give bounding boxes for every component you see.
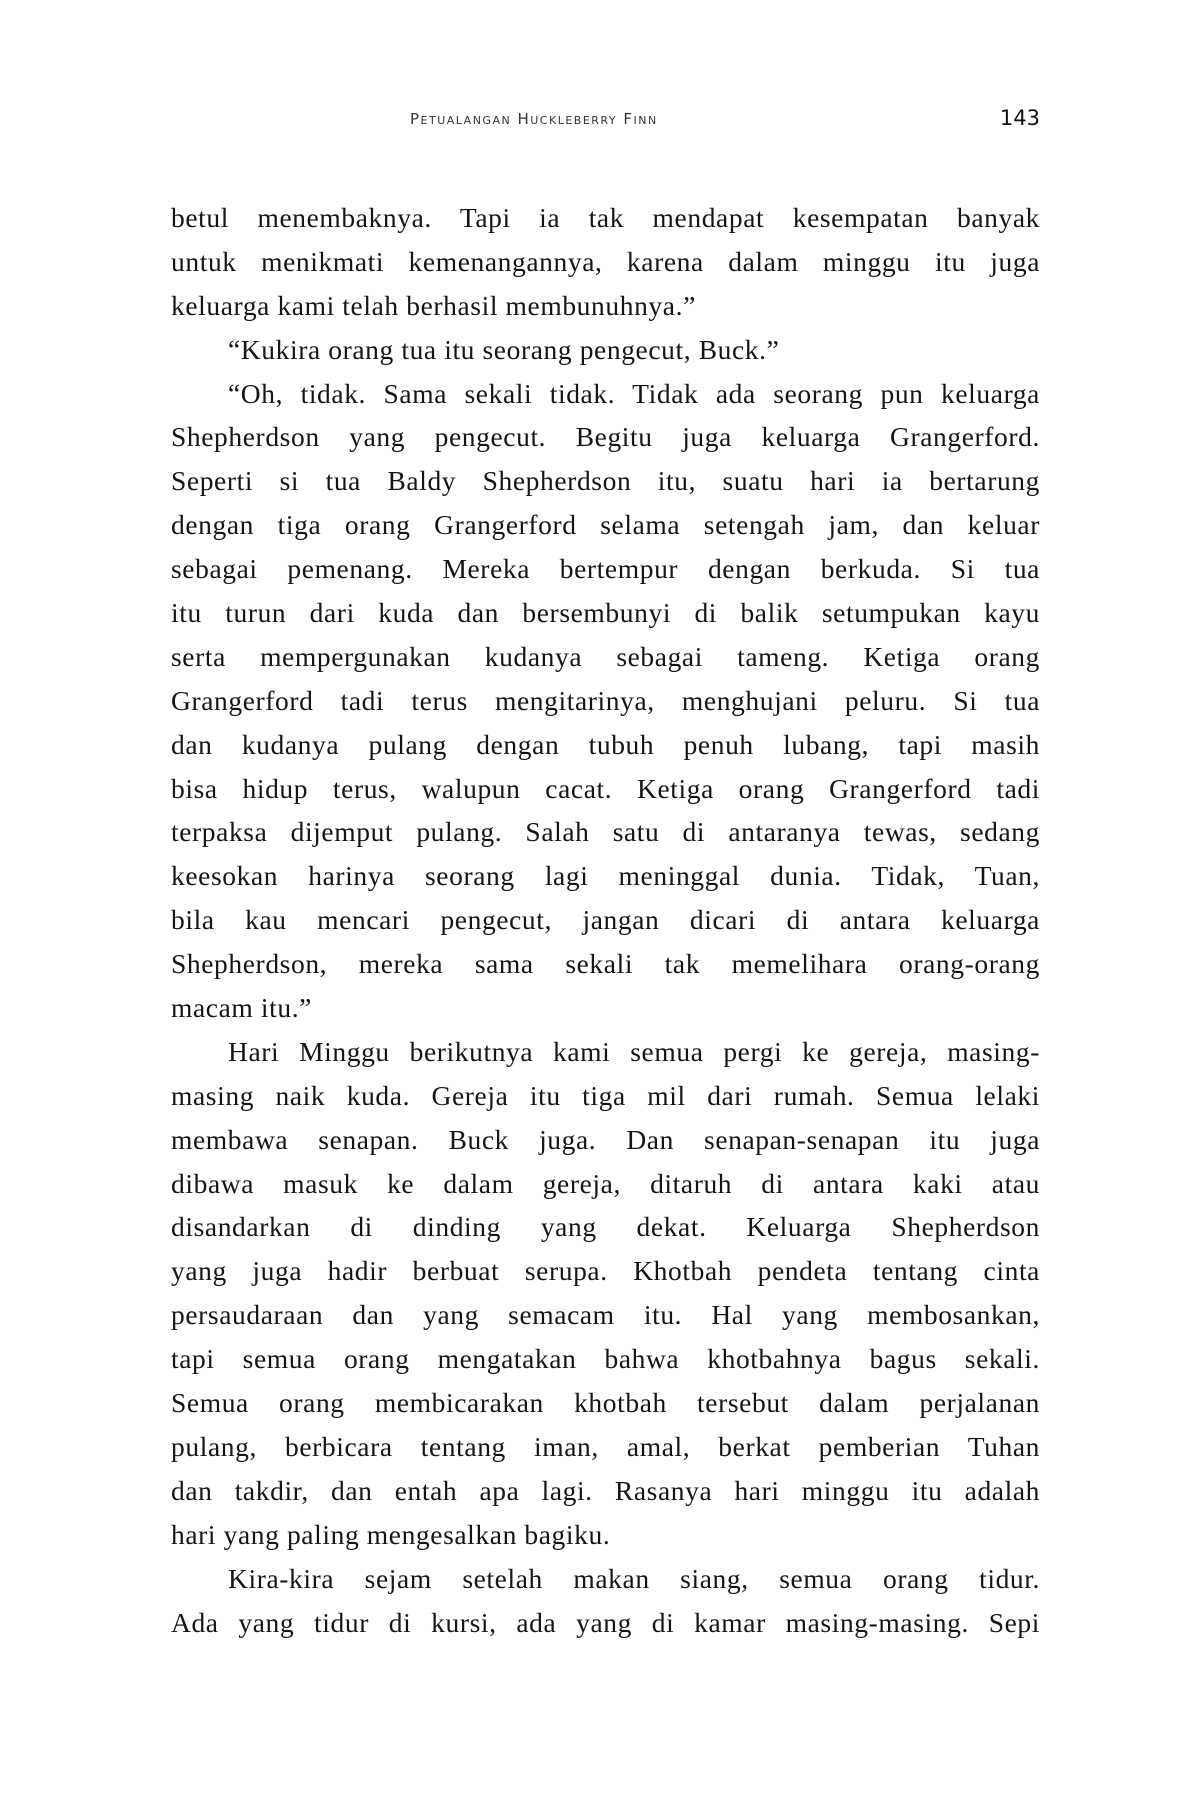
text-line: “Kukira orang tua itu seorang pengecut, Buck.” [228, 333, 780, 365]
text-line: itu turun dari kuda dan bersembunyi di balik setumpukan kayu [171, 597, 1040, 629]
text-line: “Oh, tidak. Sama sekali tidak. Tidak ada seorang pun keluarga [228, 377, 1040, 409]
text-line: yang juga hadir berbuat serupa. Khotbah pendeta tentang cinta [171, 1255, 1040, 1287]
text-line: pulang, berbicara tentang iman, amal, berkat pemberian Tuhan [171, 1430, 1040, 1462]
text-line: dan takdir, dan entah apa lagi. Rasanya hari minggu itu adalah [171, 1474, 1040, 1506]
text-line: untuk menikmati kemenangannya, karena dalam minggu itu juga [171, 245, 1040, 277]
text-line: Kira-kira sejam setelah makan siang, semua orang tidur. [228, 1562, 1040, 1594]
text-line: keluarga kami telah berhasil membunuhnya.” [171, 289, 696, 321]
page-number: 143 [999, 106, 1040, 130]
paragraph [171, 1030, 1040, 1557]
text-line: persaudaraan dan yang semacam itu. Hal yang membosankan, [171, 1299, 1040, 1331]
text-line: bisa hidup terus, walupun cacat. Ketiga orang Grangerford tadi [171, 772, 1040, 804]
text-line: Semua orang membicarakan khotbah tersebut dalam perjalanan [171, 1387, 1040, 1419]
text-line: hari yang paling mengesalkan bagiku. [171, 1518, 611, 1550]
paragraph [171, 196, 1040, 328]
text-line: macam itu.” [171, 992, 312, 1024]
text-line: tapi semua orang mengatakan bahwa khotbahnya bagus sekali. [171, 1343, 1040, 1375]
running-head-title: Petualangan Huckleberry Finn [410, 110, 658, 128]
text-line: dibawa masuk ke dalam gereja, ditaruh di antara kaki atau [171, 1167, 1040, 1199]
body-text [171, 196, 1040, 1644]
text-line: Shepherdson yang pengecut. Begitu juga keluarga Grangerford. [171, 421, 1040, 453]
text-line: Ada yang tidur di kursi, ada yang di kamar masing-masing. Sepi [171, 1606, 1040, 1638]
text-line: Shepherdson, mereka sama sekali tak memelihara orang-orang [171, 948, 1040, 980]
paragraph [171, 328, 1040, 372]
text-line: Grangerford tadi terus mengitarinya, menghujani peluru. Si tua [171, 684, 1040, 716]
paragraph [171, 1557, 1040, 1645]
text-line: Seperti si tua Baldy Shepherdson itu, suatu hari ia bertarung [171, 465, 1040, 497]
text-line: dan kudanya pulang dengan tubuh penuh lubang, tapi masih [171, 728, 1040, 760]
text-line: membawa senapan. Buck juga. Dan senapan-senapan itu juga [171, 1123, 1040, 1155]
text-line: keesokan harinya seorang lagi meninggal dunia. Tidak, Tuan, [171, 860, 1040, 892]
paragraph [171, 372, 1040, 1030]
text-line: dengan tiga orang Grangerford selama setengah jam, dan keluar [171, 509, 1040, 541]
text-line: masing naik kuda. Gereja itu tiga mil dari rumah. Semua lelaki [171, 1079, 1040, 1111]
text-line: Hari Minggu berikutnya kami semua pergi ke gereja, masing- [228, 1035, 1040, 1067]
text-line: betul menembaknya. Tapi ia tak mendapat kesempatan banyak [171, 202, 1040, 233]
text-line: terpaksa dijemput pulang. Salah satu di antaranya tewas, sedang [171, 816, 1040, 848]
text-line: bila kau mencari pengecut, jangan dicari di antara keluarga [171, 904, 1040, 936]
text-line: serta mempergunakan kudanya sebagai tameng. Ketiga orang [171, 640, 1040, 672]
text-line: disandarkan di dinding yang dekat. Keluarga Shepherdson [171, 1211, 1040, 1243]
text-line: sebagai pemenang. Mereka bertempur dengan berkuda. Si tua [171, 553, 1040, 585]
